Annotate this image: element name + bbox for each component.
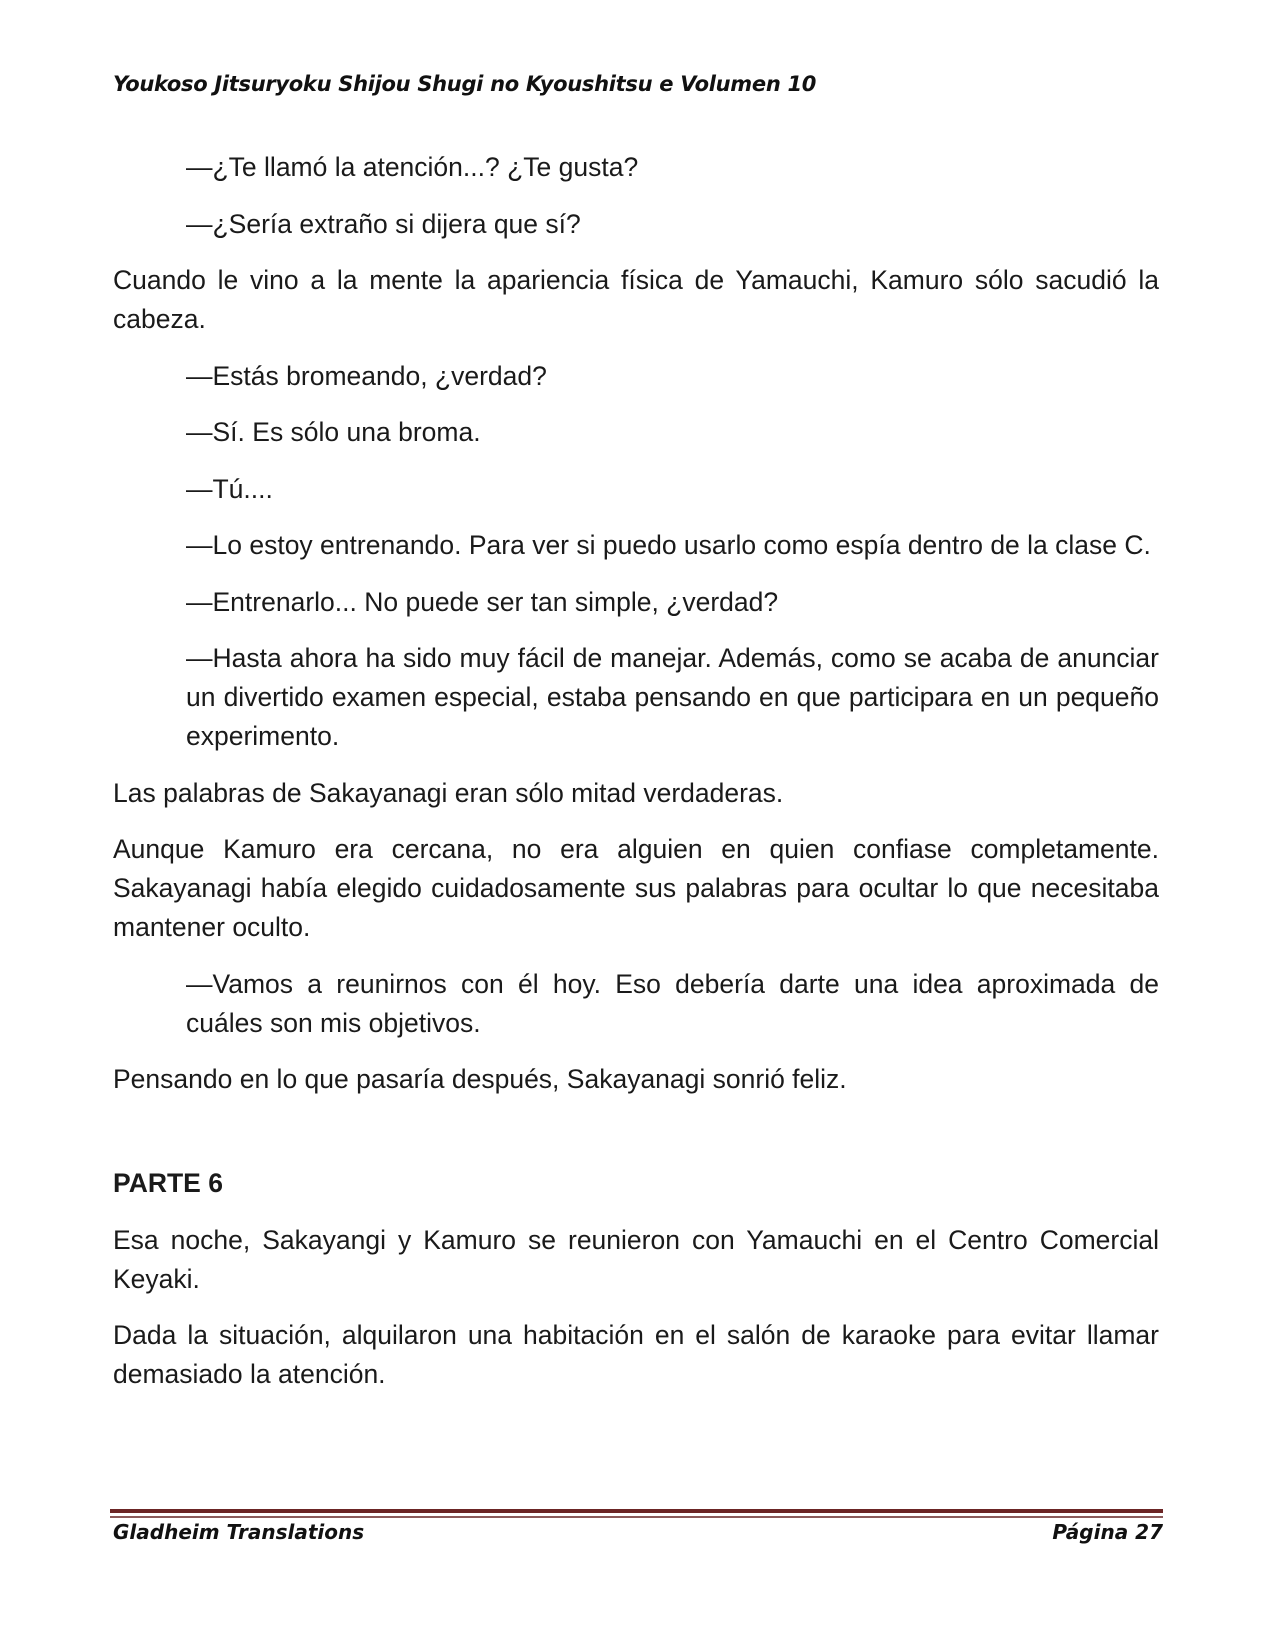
footer-divider-thin <box>110 1516 1163 1518</box>
page-body <box>113 148 1159 1412</box>
dialogue-paragraph: —Estás bromeando, ¿verdad? <box>186 360 547 391</box>
dialogue-paragraph: —Lo estoy entrenando. Para ver si puedo usarlo como espía dentro de la clase C. <box>186 530 1151 560</box>
dialogue-paragraph: —¿Te llamó la atención...? ¿Te gusta? <box>186 152 639 182</box>
narration-paragraph: Las palabras de Sakayanagi eran sólo mitad verdaderas. <box>113 777 784 808</box>
dialogue-paragraph: —Sí. Es sólo una broma. <box>186 417 481 447</box>
narration-paragraph: Esa noche, Sakayangi y Kamuro se reunieron con Yamauchi en el Centro Comercial Keyaki. <box>113 1224 1159 1294</box>
dialogue-paragraph: —Tú.... <box>186 473 273 504</box>
footer-page-number: Página 27 <box>1052 1520 1163 1544</box>
narration-paragraph: Pensando en lo que pasaría después, Sakayanagi sonrió feliz. <box>113 1064 847 1094</box>
narration-paragraph: Aunque Kamuro era cercana, no era alguien en quien confiase completamente. Sakayanagi había elegido cuidadosamente sus palabras para ocultar lo que necesitaba mantener oculto. <box>113 834 1159 942</box>
dialogue-paragraph: —Hasta ahora ha sido muy fácil de manejar. Además, como se acaba de anunciar un divertido examen especial, estaba pensando en que participara en un pequeño experimento. <box>186 643 1159 751</box>
footer-divider-thick <box>110 1509 1163 1513</box>
narration-paragraph: Cuando le vino a la mente la apariencia física de Yamauchi, Kamuro sólo sacudió la cabeza. <box>113 265 1159 334</box>
dialogue-paragraph: —Vamos a reunirnos con él hoy. Eso debería darte una idea aproximada de cuáles son mis objetivos. <box>186 968 1159 1038</box>
footer-translator-credit: Gladheim Translations <box>113 1520 365 1544</box>
narration-paragraph: Dada la situación, alquilaron una habitación en el salón de karaoke para evitar llamar demasiado la atención. <box>113 1320 1159 1389</box>
running-header-title: Youkoso Jitsuryoku Shijou Shugi no Kyoushitsu e Volumen 10 <box>113 72 817 96</box>
section-heading: PARTE 6 <box>113 1168 223 1198</box>
dialogue-paragraph: —Entrenarlo... No puede ser tan simple, ¿verdad? <box>186 586 779 617</box>
dialogue-paragraph: —¿Sería extraño si dijera que sí? <box>186 208 581 239</box>
